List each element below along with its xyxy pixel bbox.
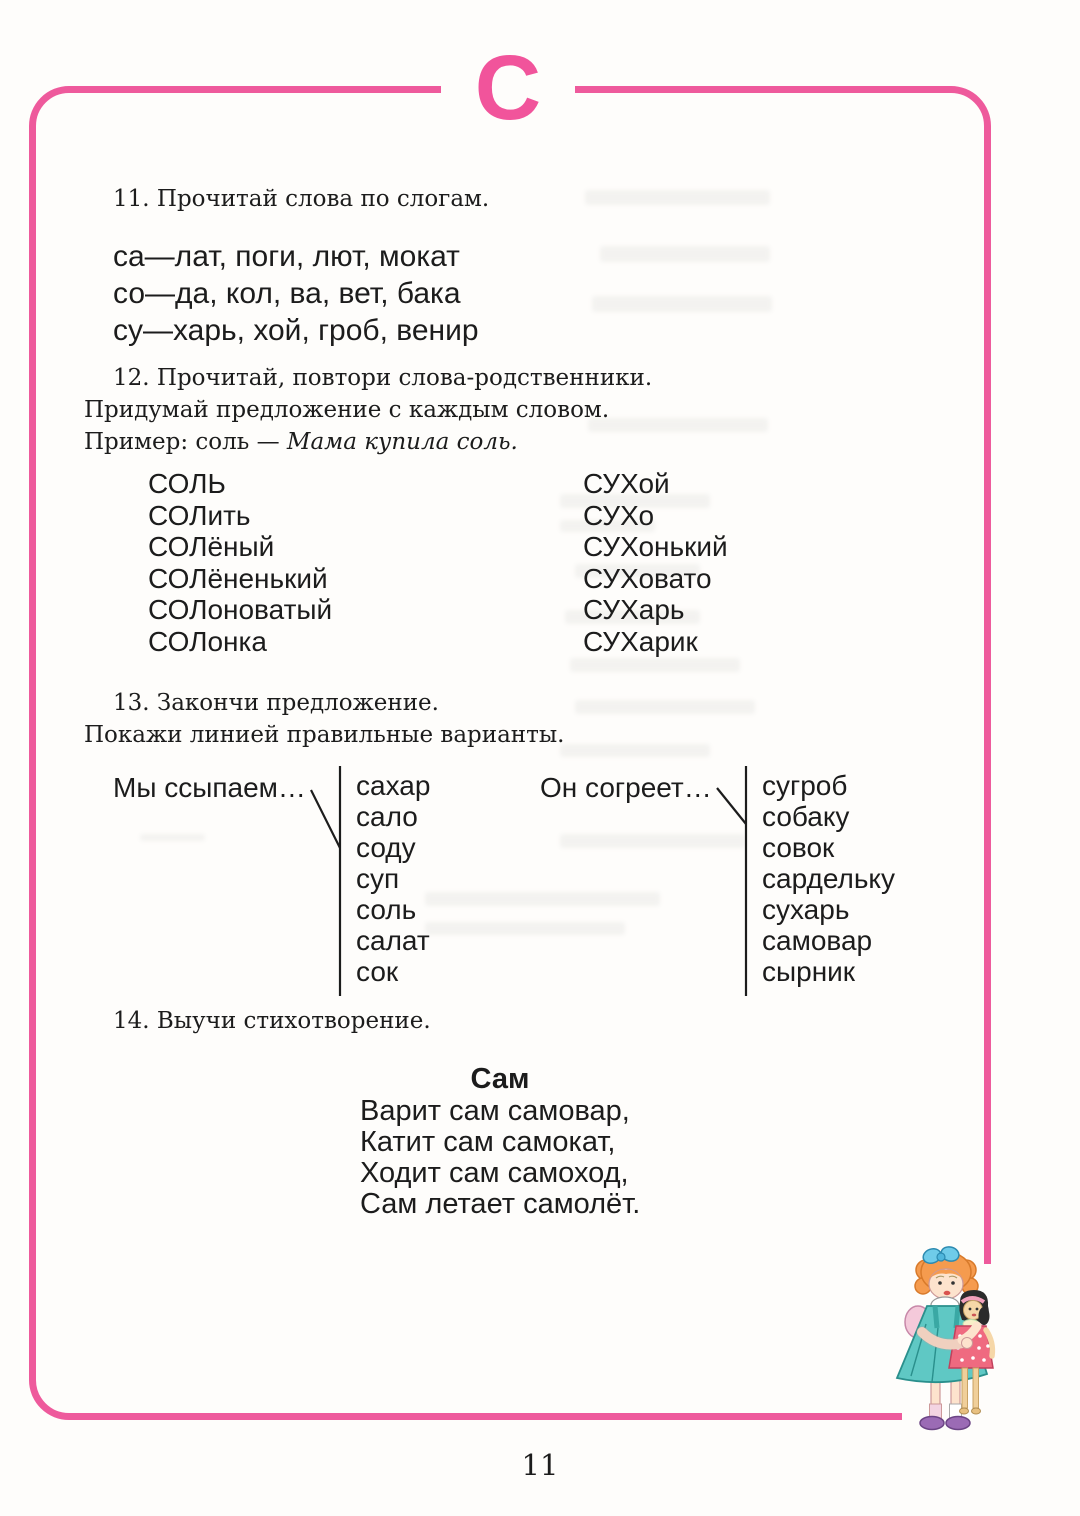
word-item: СУХовато [583, 562, 712, 594]
word-item: СУХарь [583, 594, 685, 625]
poem [360, 1062, 660, 1220]
word-item: СУХонький [583, 531, 728, 562]
match-option: сало [356, 801, 418, 832]
word-item: СУХо [583, 499, 655, 531]
section-letter: С [474, 37, 542, 139]
girl-shoes [920, 1417, 970, 1430]
exercise-12-line2: Придумай предложение с каждым словом. [84, 397, 610, 423]
poem-line: Варит сам самовар, [360, 1095, 630, 1127]
syllable-line: со—да, кол, ва, вет, бака [113, 277, 461, 310]
exercise-13-line2: Покажи линией правильные варианты. [84, 722, 565, 748]
word-item: СОЛонка [148, 625, 267, 657]
exercise-13-title: 13. Закончи предложение. [113, 690, 439, 716]
match-option: сырник [762, 956, 856, 987]
match-option: салат [356, 925, 430, 956]
word-item: СОЛЬ [148, 468, 226, 499]
exercise-11-syllable-lines [113, 238, 479, 349]
exercise-12-title: 12. Прочитай, повтори слова-родственники. [113, 365, 653, 391]
word-item: СОЛёный [148, 531, 275, 562]
word-item: СУХарик [583, 625, 698, 657]
match-option: соду [356, 832, 416, 863]
match-left-prompt: Мы ссыпаем… [113, 772, 306, 803]
word-item: СОЛёненький [148, 562, 328, 594]
poem-line: Катит сам самокат, [360, 1126, 616, 1158]
related-words-sol [148, 468, 332, 657]
match-option: сугроб [762, 770, 848, 801]
word-item: СОЛить [148, 499, 251, 531]
match-option: сахар [356, 770, 431, 801]
exercise-12-example [84, 427, 518, 457]
girl-face [929, 1269, 963, 1299]
match-option: собаку [762, 801, 850, 832]
match-right-options [762, 770, 895, 987]
match-option: сухарь [762, 894, 850, 925]
girl-with-doll-illustration [874, 1246, 1020, 1442]
word-item: СУХой [583, 468, 670, 499]
example-sentence: Мама купила соль. [286, 429, 518, 455]
poem-line: Ходит сам самоход, [360, 1157, 629, 1189]
match-option: суп [356, 863, 400, 894]
match-option: самовар [762, 925, 873, 956]
page-number: 11 [521, 1448, 559, 1482]
poem-line: Сам летает самолёт. [360, 1188, 641, 1220]
poem-title: Сам [470, 1063, 530, 1095]
match-option: соль [356, 894, 417, 925]
match-option: совок [762, 832, 835, 863]
match-left-options [356, 770, 430, 987]
example-prefix: Пример: соль — [84, 429, 287, 455]
poem-lines [360, 1096, 660, 1220]
match-option: сок [356, 956, 399, 987]
word-item: СОЛоноватый [148, 594, 333, 625]
exercise-11-title: 11. Прочитай слова по слогам. [113, 186, 490, 212]
syllable-line: са—лат, поги, лют, мокат [113, 240, 460, 273]
related-words-sukh [583, 468, 728, 657]
syllable-line: су—харь, хой, гроб, венир [113, 314, 479, 347]
exercise-14-title: 14. Выучи стихотворение. [113, 1008, 431, 1034]
match-option: сардельку [762, 863, 895, 894]
match-right-prompt: Он согреет… [540, 772, 712, 803]
